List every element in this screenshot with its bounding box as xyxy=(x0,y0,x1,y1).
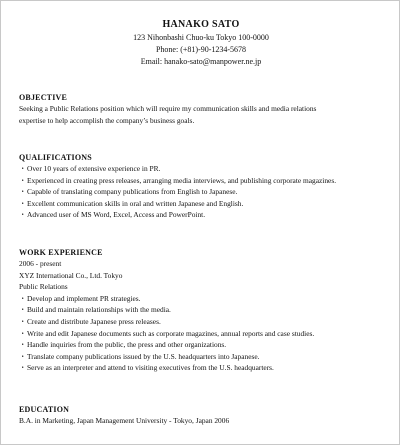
qualification-text: Over 10 years of extensive experience in PR. xyxy=(27,164,161,173)
qualification-text: Excellent communication skills in oral and written Japanese and English. xyxy=(27,198,244,208)
bullet-icon: ・ xyxy=(19,164,27,173)
qualifications-section xyxy=(19,152,389,221)
bullet-icon: ・ xyxy=(19,340,27,350)
bullet-icon: ・ xyxy=(19,198,27,208)
bullet-icon: ・ xyxy=(19,187,27,197)
company-name: XYZ International Co., Ltd. Tokyo xyxy=(19,270,123,280)
bullet-icon: ・ xyxy=(19,305,27,315)
bullet-icon: ・ xyxy=(19,210,27,220)
list-item xyxy=(19,186,389,198)
responsibility-text: Develop and implement PR strategies. xyxy=(27,293,141,303)
objective-text-line: expertise to help accomplish the company’s business goals. xyxy=(19,115,195,125)
work-experience-heading: WORK EXPERIENCE xyxy=(19,248,103,257)
list-item xyxy=(19,362,389,374)
responsibility-text: Translate company publications issued by the U.S. headquarters into Japanese. xyxy=(27,351,260,361)
list-item xyxy=(19,198,389,210)
bullet-icon: ・ xyxy=(19,293,27,303)
bullet-icon: ・ xyxy=(19,363,27,373)
phone-line: Phone: (+81)-90-1234-5678 xyxy=(155,45,247,54)
list-item xyxy=(19,351,389,363)
education-heading: EDUCATION xyxy=(19,405,70,414)
objective-text-line: Seeking a Public Relations position which will require my communication skills and media relations xyxy=(19,104,317,113)
work-experience-section xyxy=(19,247,389,374)
bullet-icon: ・ xyxy=(19,351,27,361)
responsibility-text: Handle inquiries from the public, the press and other organizations. xyxy=(27,340,227,350)
qualifications-list xyxy=(19,163,389,221)
qualification-text: Capable of translating company publications from English to Japanese. xyxy=(27,187,238,197)
email-line: Email: hanako-sato@manpower.ne.jp xyxy=(140,57,262,66)
list-item xyxy=(19,209,389,221)
list-item xyxy=(19,304,389,316)
list-item xyxy=(19,339,389,351)
list-item xyxy=(19,293,389,305)
qualification-text: Experienced in creating press releases, arranging media interviews, and publishing corporate magazines. xyxy=(27,175,337,185)
education-text: B.A. in Marketing, Japan Management University - Tokyo, Japan 2006 xyxy=(19,416,230,425)
department-name: Public Relations xyxy=(19,282,68,292)
qualification-text: Advanced user of MS Word, Excel, Access and PowerPoint. xyxy=(27,210,206,220)
list-item xyxy=(19,328,389,340)
bullet-icon: ・ xyxy=(19,316,27,326)
list-item xyxy=(19,163,389,175)
list-item xyxy=(19,175,389,187)
responsibility-text: Create and distribute Japanese press releases. xyxy=(27,316,161,326)
list-item xyxy=(19,316,389,328)
responsibility-text: Serve as an interpreter and attend to visiting executives from the U.S. headquarters. xyxy=(27,363,274,373)
qualifications-heading: QUALIFICATIONS xyxy=(19,153,92,162)
applicant-name: HANAKO SATO xyxy=(162,19,240,30)
address-line: 123 Nihonbashi Chuo-ku Tokyo 100-0000 xyxy=(133,33,269,42)
employment-period: 2006 - present xyxy=(19,259,62,268)
responsibilities-list xyxy=(19,293,389,374)
responsibility-text: Build and maintain relationships with the media. xyxy=(27,305,171,315)
responsibility-text: Write and edit Japanese documents such as corporate magazines, annual reports and case studies. xyxy=(27,328,315,338)
bullet-icon: ・ xyxy=(19,175,27,185)
bullet-icon: ・ xyxy=(19,328,27,338)
education-section xyxy=(19,404,389,427)
objective-section xyxy=(19,92,389,126)
objective-heading: OBJECTIVE xyxy=(19,93,68,102)
